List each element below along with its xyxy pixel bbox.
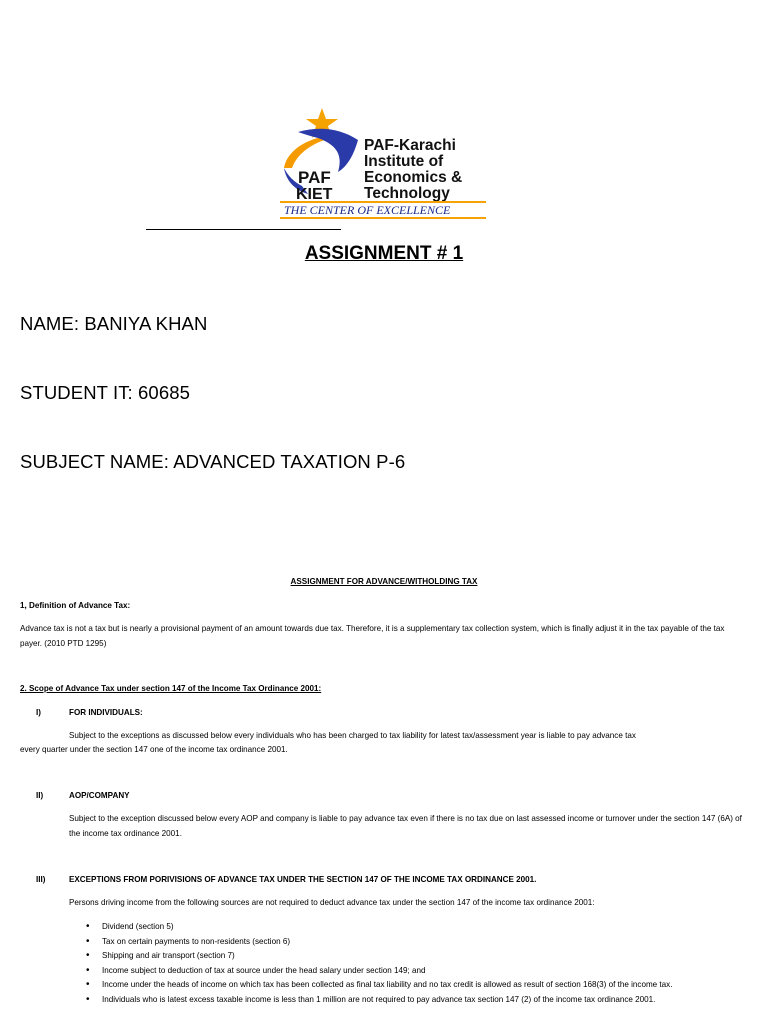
list-item: • Income under the heads of income on which tax has been collected as final tax liability and no tax credit is allowed as result of section 168(3) of the income tax. [86, 978, 746, 993]
logo-line-2: Institute of [364, 153, 444, 170]
signature-rule [146, 229, 341, 230]
page-title: ASSIGNMENT # 1 [304, 243, 464, 264]
item-body: Subject to the exception discussed below every AOP and company is liable to pay advance tax even if there is no tax due on last assessed income or turnover under the section 147 (6A) of the income tax ordinance 2001. [69, 814, 742, 838]
item-numeral: I) [36, 708, 41, 717]
logo-mark-kiet: KIET [296, 186, 333, 203]
blue-swoosh [298, 129, 358, 172]
item-body-continued: every quarter under the section 147 one of the income tax ordinance 2001. [20, 745, 288, 754]
definition-body: Advance tax is not a tax but is nearly a provisional payment of an amount towards due tax. Therefore, it is a supplementary tax collection system, which is finally adjust it in the tax payable of the tax payer. (2010 PTD 1295) [20, 624, 725, 648]
student-id: STUDENT IT: 60685 [20, 382, 190, 403]
list-item: • Dividend (section 5) [86, 920, 746, 935]
list-item: • Income subject to deduction of tax at source under the head salary under section 149; and [86, 964, 746, 979]
logo-tagline: THE CENTER OF EXCELLENCE [284, 203, 451, 217]
scope-heading: 2. Scope of Advance Tax under section 147 of the Income Tax Ordinance 2001: [20, 684, 322, 693]
student-name: NAME: BANIYA KHAN [20, 313, 208, 334]
item-numeral: III) [36, 875, 46, 884]
list-item: • Shipping and air transport (section 7) [86, 949, 746, 964]
definition-heading: 1, Definition of Advance Tax: [20, 601, 131, 610]
item-label: FOR INDIVIDUALS: [69, 708, 143, 717]
exceptions-list [86, 920, 746, 1007]
subject-name: SUBJECT NAME: ADVANCED TAXATION P-6 [20, 451, 406, 472]
item-label: EXCEPTIONS FROM PORIVISIONS OF ADVANCE TAX UNDER THE SECTION 147 OF THE INCOME TAX ORDINANCE 2001. [69, 875, 537, 884]
list-item: • Tax on certain payments to non-residents (section 6) [86, 935, 746, 950]
list-item: • Individuals who is latest excess taxable income is less than 1 million are not required to pay advance tax section 147 (2) of the income tax ordinance 2001. [86, 993, 746, 1008]
item-numeral: II) [36, 791, 44, 800]
logo-line-4: Technology [364, 185, 450, 202]
logo-line-3: Economics & [364, 169, 463, 186]
logo-mark-paf: PAF [298, 168, 331, 187]
institute-logo [278, 106, 490, 222]
item-label: AOP/COMPANY [69, 791, 130, 800]
logo-line-1: PAF-Karachi [364, 137, 456, 154]
item-body: Subject to the exceptions as discussed below every individuals who has been charged to tax liability for latest tax/assessment year is liable to pay advance tax [69, 731, 636, 740]
section-title: ASSIGNMENT FOR ADVANCE/WITHOLDING TAX [290, 577, 478, 586]
item-intro: Persons driving income from the following sources are not required to deduct advance tax under the section 147 of the income tax ordinance 2001: [69, 898, 595, 907]
